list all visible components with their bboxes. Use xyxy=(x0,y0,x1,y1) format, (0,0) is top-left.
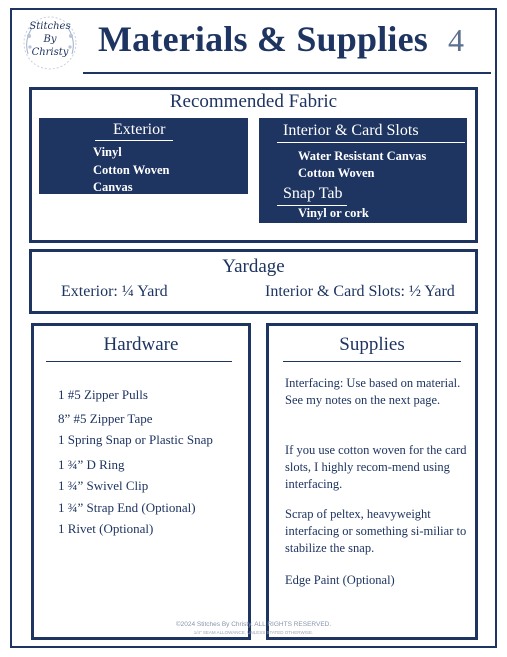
interior-fabric-title: Interior & Card Slots xyxy=(283,122,419,139)
page-number: 4 xyxy=(448,22,464,58)
hardware-item: 1 ¾” D Ring xyxy=(58,457,125,472)
exterior-title-underline xyxy=(95,140,173,141)
logo-text xyxy=(18,14,82,59)
logo-line-3: Christy xyxy=(31,47,69,58)
hardware-item: 1 #5 Zipper Pulls xyxy=(58,387,148,402)
page-title: Materials & Supplies xyxy=(98,19,429,59)
logo xyxy=(18,14,82,72)
yardage-exterior: Exterior: ¼ Yard xyxy=(61,283,168,300)
hardware-heading: Hardware xyxy=(103,334,179,355)
recommended-fabric-section xyxy=(29,87,478,243)
recommended-fabric-heading: Recommended Fabric xyxy=(169,91,338,112)
supplies-section xyxy=(266,323,478,640)
footer-seam-note: 1/4" SEAM ALLOWANCE, UNLESS STATED OTHERWISE. xyxy=(193,630,314,635)
logo-line-2: By xyxy=(43,34,57,45)
yardage-interior: Interior & Card Slots: ½ Yard xyxy=(265,283,455,300)
supplies-paragraph: Edge Paint (Optional) xyxy=(285,573,395,587)
supplies-heading: Supplies xyxy=(339,334,405,355)
supplies-heading-rule xyxy=(283,361,461,362)
footer-copyright: ©2024 Stitches By Christy. ALL RIGHTS RESERVED. xyxy=(175,621,332,628)
hardware-heading-rule xyxy=(46,361,232,362)
title-divider xyxy=(83,72,491,74)
hardware-item: 1 Spring Snap or Plastic Snap xyxy=(58,432,213,447)
supplies-paragraph: Scrap of peltex, heavyweight interfacing or something si-miliar to stabilize the snap. xyxy=(285,507,467,555)
hardware-section xyxy=(31,323,251,640)
exterior-fabric-panel xyxy=(39,118,248,194)
snap-tab-item: Vinyl or cork xyxy=(298,206,369,220)
interior-fabric-item: Cotton Woven xyxy=(298,166,375,180)
interior-fabric-panel xyxy=(259,118,467,223)
logo-line-1: Stitches xyxy=(29,21,71,32)
hardware-item: 8” #5 Zipper Tape xyxy=(58,411,153,426)
exterior-fabric-item: Cotton Woven xyxy=(93,163,170,177)
supplies-paragraph: If you use cotton woven for the card slots, I highly recom-mend using interfacing. xyxy=(285,443,467,491)
yardage-heading: Yardage xyxy=(222,256,285,277)
snap-tab-title: Snap Tab xyxy=(283,185,343,202)
supplies-paragraph: Interfacing: Use based on material. See my notes on the next page. xyxy=(285,376,461,407)
exterior-fabric-item: Canvas xyxy=(93,180,133,194)
hardware-item: 1 ¾” Swivel Clip xyxy=(58,478,149,493)
yardage-section xyxy=(29,249,478,314)
hardware-item: 1 ¾” Strap End (Optional) xyxy=(58,500,196,515)
exterior-fabric-item: Vinyl xyxy=(93,145,122,159)
interior-fabric-item: Water Resistant Canvas xyxy=(298,149,427,163)
interior-title-underline xyxy=(277,142,465,143)
hardware-item: 1 Rivet (Optional) xyxy=(58,521,154,536)
exterior-fabric-title: Exterior xyxy=(113,121,166,138)
